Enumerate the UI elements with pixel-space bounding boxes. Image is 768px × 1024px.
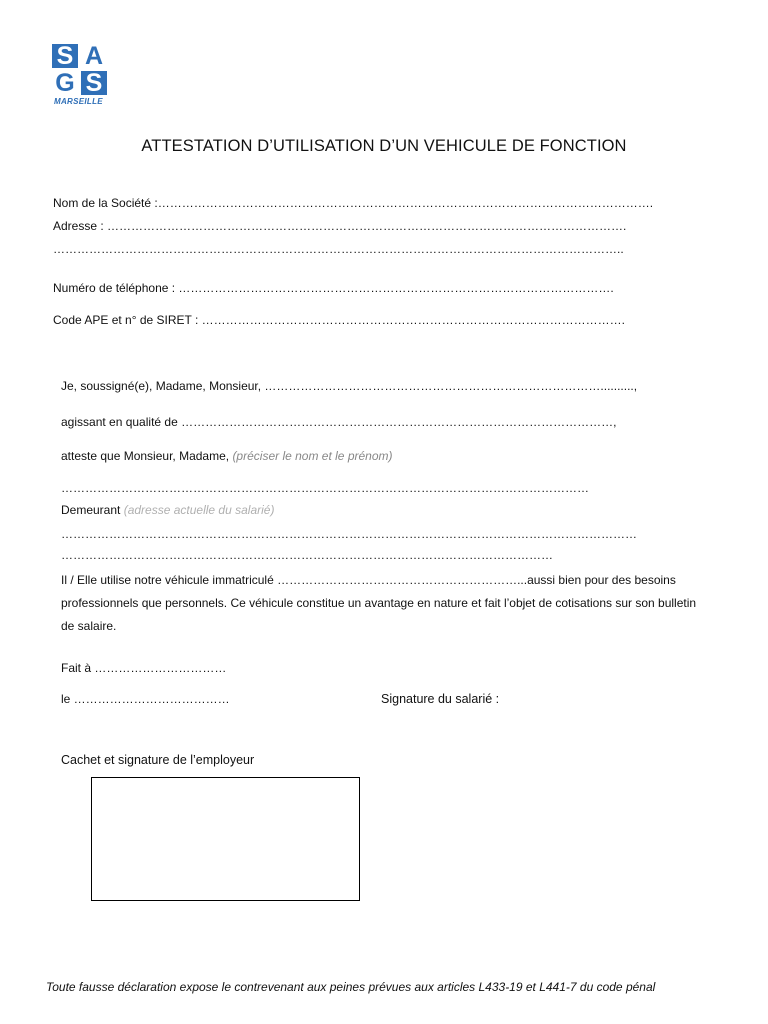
company-ape-siret-field: Code APE et n° de SIRET : ……………………………………………………………………………………………. [53,313,625,327]
capacity-field: agissant en qualité de ………………………………………………………………………………………………, [61,415,617,429]
vehicle-line-3: de salaire. [61,619,117,633]
residing-hint: (adresse actuelle du salarié) [123,503,275,517]
residing-line-1: ……………………………………………………………………………………………………………………………… [61,527,637,541]
vehicle-line-2: professionnels que personnels. Ce véhicule constitue un avantage en nature et fait l’objet de cotisations sur son bulletin [61,596,697,610]
employee-signature-label: Signature du salarié : [381,692,500,706]
attests-hint: (préciser le nom et le prénom) [232,449,393,463]
place-field: Fait à …………………………… [61,661,227,675]
company-phone-field: Numéro de téléphone : ………………………………………………………………………………………………. [53,281,614,295]
residing-label: Demeurant [61,503,124,517]
logo-letter-s2: S [81,71,107,95]
legal-footer: Toute fausse déclaration expose le contrevenant aux peines prévues aux articles L433-19 et L441-7 du code pénal [46,980,656,994]
attests-label: atteste que Monsieur, Madame, [61,449,233,463]
residing-line-2: …………………………………………………………………………………………………………… [61,548,553,562]
date-field: le ………………………………… [61,692,230,706]
employer-stamp-label: Cachet et signature de l’employeur [61,753,255,767]
company-name-field: Nom de la Société :……………………………………………………………………………………………………………. [53,196,654,210]
signatory-field: Je, soussigné(e), Madame, Monsieur, ………………………………………………………………………….........., [61,379,638,393]
company-address-field: Adresse : …………………………………………………………………………………………………………………. [53,219,627,233]
document-title: ATTESTATION D’UTILISATION D’UN VEHICULE DE FONCTION [141,137,627,155]
employee-name-line: …………………………………………………………………………………………………………………… [61,481,589,495]
residing-field [61,503,274,517]
employer-stamp-box [91,777,360,901]
logo-letter-s: S [52,44,78,68]
vehicle-line-1: Il / Elle utilise notre véhicule immatriculé ……………………………………………………...aussi bien pour des besoins [61,573,676,587]
company-address-field-2: …………………………………………………………………………………………………………………………….. [53,242,624,256]
logo-letter-a: A [81,44,107,68]
company-logo [52,44,108,106]
logo-subtitle: MARSEILLE [54,97,103,106]
attests-employee-field [61,449,393,463]
logo-letter-g: G [52,71,78,95]
